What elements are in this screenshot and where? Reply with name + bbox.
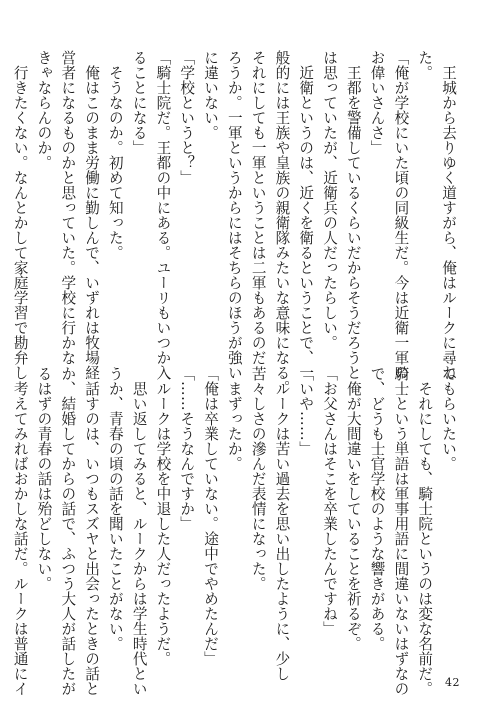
text-line: ることになる」	[130, 50, 148, 155]
text-line: てもらいたい。	[440, 366, 457, 471]
text-line: か、結婚してからの話で、ふつう大人が話したが	[59, 366, 77, 696]
text-line: お偉いさんさ」	[368, 50, 386, 155]
text-line: 般的には王族や皇族の親衛隊みたいな意味になる。	[273, 50, 291, 395]
text-line: た。	[416, 50, 434, 80]
text-line: きゃならんのか。	[35, 50, 53, 170]
text-line: るはずの青春の話は殆どしない。	[35, 366, 53, 591]
text-line: 近衛というのは、近くを衛るということで、一	[297, 50, 315, 380]
text-line: 騎士という単語は軍事用語に間違いないはずなの	[392, 366, 410, 696]
text-line: 王城から去りゆく道すがら、俺はルークに尋ね	[440, 50, 457, 380]
text-line: うか、青春の頃の話を聞いたことがない。	[106, 366, 124, 651]
page-number: 42	[445, 676, 460, 689]
text-line: ルークは苦い過去を思い出したように、少し	[273, 366, 291, 681]
text-line: 俺が大間違いをしていることを祈るぞ。	[344, 366, 362, 651]
text-line: それにしても、騎士院というのは変な名前だ。	[416, 366, 434, 696]
text-line: 話すのは、いつもスズヤと出会ったときの話と	[83, 366, 101, 696]
text-line: 俺はこのまま労働に勤しんで、いずれは牧場経	[83, 50, 101, 380]
text-line: で、どうも士官学校のような響きがある。	[368, 366, 386, 651]
text-line: 行きたくない。なんとかして家庭学習で勘弁し	[11, 50, 29, 380]
text-line: に違いない。	[202, 50, 220, 140]
text-line: 「俺が学校にいた頃の同級生だ。今は近衛一軍の	[392, 50, 410, 380]
text-line: そうなのか。初めて知った。	[106, 50, 124, 260]
text-line: 考えてみればおかしな話だ。ルークは普通にイ	[11, 366, 29, 696]
text-line: 思い返してみると、ルークからは学生時代とい	[130, 366, 148, 696]
text-line: 王都を警備しているくらいだからそうだろうと	[344, 50, 362, 380]
text-line: ルークは学校を中退した人だったようだ。	[154, 366, 172, 666]
text-line: 「いや……」	[297, 366, 315, 456]
text-line: 「騎士院だ。王都の中にある。ユーリもいつか入	[154, 50, 172, 380]
text-line: 「学校というと？」	[178, 50, 196, 185]
text-line: まずったか。	[225, 366, 243, 471]
text-line: 「お父さんはそこを卒業したんですね」	[321, 366, 339, 636]
text-line: 苦々しさの滲んだ表情になった。	[249, 366, 267, 591]
text-line: ろうか。一軍というからにはそちらのほうが強い	[225, 50, 243, 380]
text-block-top	[11, 50, 460, 395]
text-line: それにしても一軍ということは二軍もあるのだ	[249, 50, 267, 365]
text-line: 「……そうなんですか」	[178, 366, 196, 531]
text-line: 「俺は卒業していない。途中でやめたんだ」	[202, 366, 220, 666]
text-line: は思っていたが、近衛兵の人だったらしい。	[321, 50, 339, 350]
text-line: 営者になるものかと思っていた。学校に行かな	[59, 50, 77, 365]
